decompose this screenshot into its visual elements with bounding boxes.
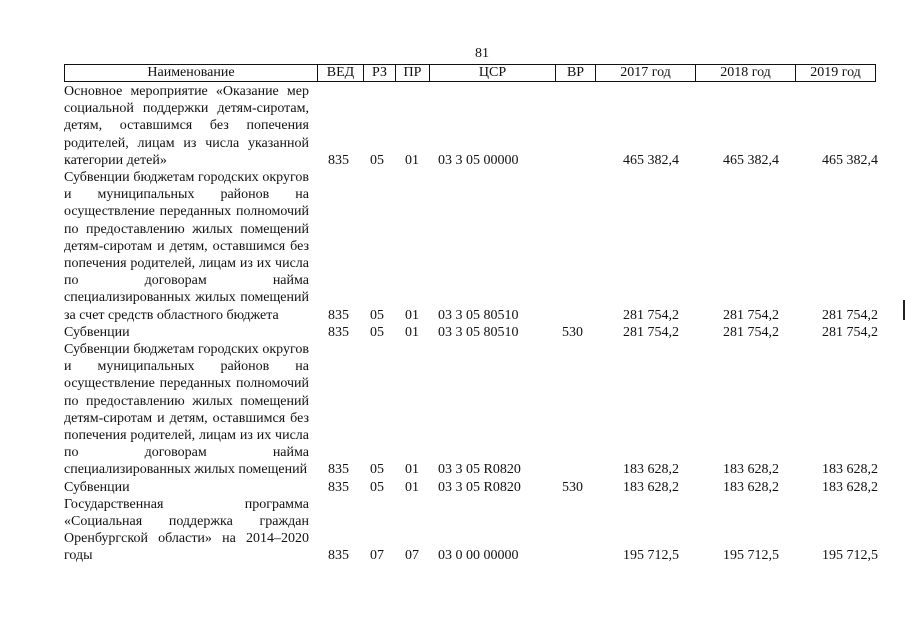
row-name: Государственная программа «Социальная поддержка граждан Оренбургской области» на 2014–2020 годы (64, 496, 309, 564)
header-pr: ПР (395, 65, 429, 81)
row-2019: 183 628,2 (822, 462, 878, 478)
row-2017: 281 754,2 (623, 324, 679, 340)
row-pr: 01 (405, 324, 419, 340)
row-name: Субвенции бюджетам городских округов и муниципальных районов на осуществление переданных полномочий по предоставлению жилых помещений детям-сиротам и детям, оставшимся без попечения родителей, лицам из их числа по договорам найма специализированных жилых помещений за счет средств областного бюджета (64, 170, 309, 323)
row-2019: 465 382,4 (822, 152, 878, 168)
table-row (64, 169, 884, 324)
row-csr: 03 3 05 80510 (438, 324, 519, 340)
row-pr: 07 (405, 548, 419, 564)
table-header (64, 64, 876, 82)
table-row (64, 479, 884, 496)
header-2017: 2017 год (595, 65, 695, 81)
row-2018: 195 712,5 (723, 548, 779, 564)
header-2018: 2018 год (695, 65, 795, 81)
row-pr: 01 (405, 152, 419, 168)
row-vr: 530 (562, 479, 583, 495)
row-rz: 05 (370, 307, 384, 323)
header-ved: ВЕД (317, 65, 363, 81)
page-number: 81 (475, 46, 489, 61)
row-ved: 835 (328, 324, 349, 340)
table-row (64, 324, 884, 341)
row-2017: 183 628,2 (623, 462, 679, 478)
row-2017: 195 712,5 (623, 548, 679, 564)
row-ved: 835 (328, 462, 349, 478)
row-name: Субвенции (64, 479, 130, 495)
row-2017: 183 628,2 (623, 479, 679, 495)
row-pr: 01 (405, 479, 419, 495)
header-rz: РЗ (363, 65, 395, 81)
row-rz: 05 (370, 462, 384, 478)
row-2019: 195 712,5 (822, 548, 878, 564)
row-rz: 05 (370, 479, 384, 495)
table-row (64, 83, 884, 169)
row-2017: 465 382,4 (623, 152, 679, 168)
row-2019: 183 628,2 (822, 479, 878, 495)
header-csr: ЦСР (429, 65, 555, 81)
header-2019: 2019 год (795, 65, 875, 81)
row-csr: 03 0 00 00000 (438, 548, 519, 564)
table-body (64, 83, 884, 565)
row-csr: 03 3 05 R0820 (438, 462, 521, 478)
row-2018: 183 628,2 (723, 479, 779, 495)
row-rz: 07 (370, 548, 384, 564)
row-csr: 03 3 05 R0820 (438, 479, 521, 495)
row-name: Субвенции (64, 324, 130, 340)
row-rz: 05 (370, 324, 384, 340)
row-name: Основное мероприятие «Оказание мер социальной поддержки детям-сиротам, детям, оставшимся без попечения родителей, лицам из числа указанной категории детей» (64, 84, 309, 168)
row-vr: 530 (562, 324, 583, 340)
header-name: Наименование (147, 65, 235, 80)
row-ved: 835 (328, 548, 349, 564)
row-ved: 835 (328, 152, 349, 168)
row-csr: 03 3 05 00000 (438, 152, 519, 168)
row-2019: 281 754,2 (822, 307, 878, 323)
row-name: Субвенции бюджетам городских округов и муниципальных районов на осуществление переданных полномочий по предоставлению жилых помещений детям-сиротам и детям, оставшимся без попечения родителей, лицам из их числа по договорам найма специализированных жилых помещений (64, 342, 309, 478)
row-rz: 05 (370, 152, 384, 168)
row-pr: 01 (405, 462, 419, 478)
table-row (64, 496, 884, 565)
row-2018: 183 628,2 (723, 462, 779, 478)
row-pr: 01 (405, 307, 419, 323)
row-ved: 835 (328, 479, 349, 495)
row-2018: 281 754,2 (723, 307, 779, 323)
row-2017: 281 754,2 (623, 307, 679, 323)
row-csr: 03 3 05 80510 (438, 307, 519, 323)
row-2018: 465 382,4 (723, 152, 779, 168)
row-ved: 835 (328, 307, 349, 323)
row-2019: 281 754,2 (822, 324, 878, 340)
header-vr: ВР (555, 65, 595, 81)
row-2018: 281 754,2 (723, 324, 779, 340)
table-row (64, 341, 884, 479)
